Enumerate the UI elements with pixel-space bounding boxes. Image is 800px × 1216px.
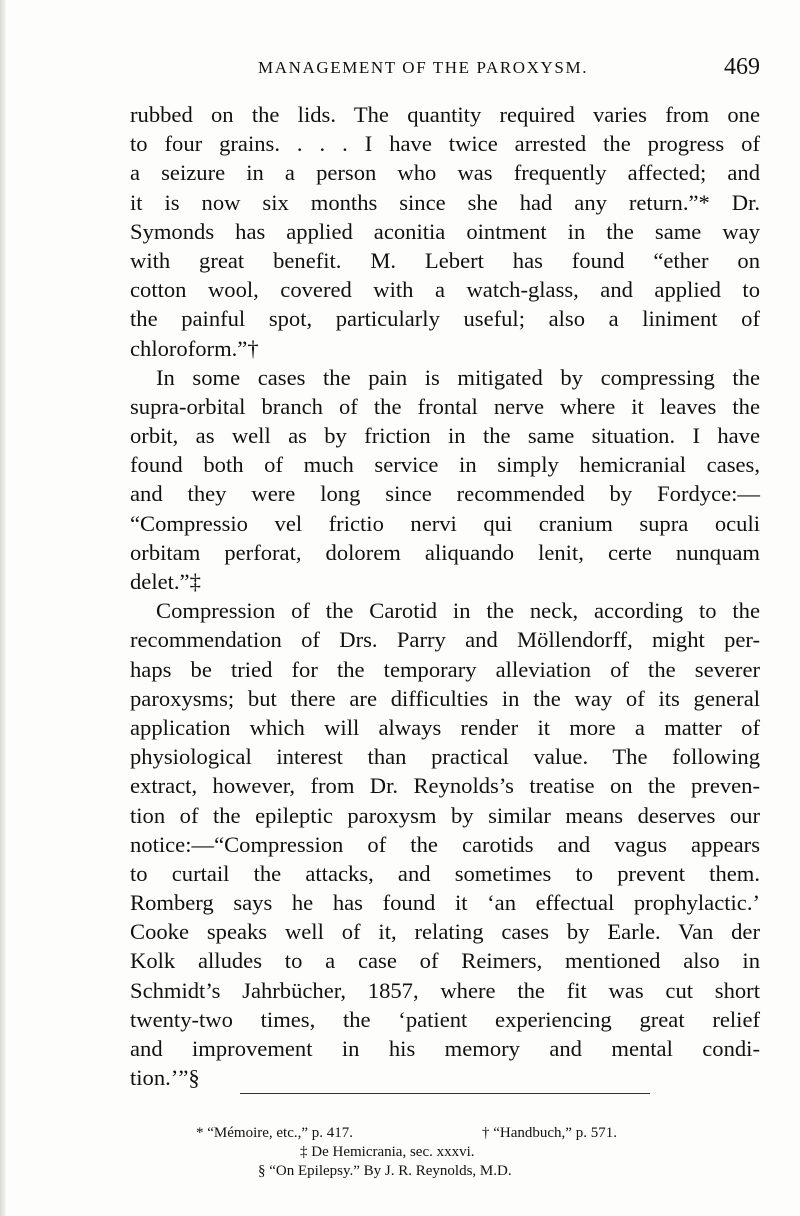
footnote-hemicrania: ‡ De Hemicrania, sec. xxxvi. — [300, 1144, 475, 1160]
text-line: “Compressio vel frictio nervi qui cranium supra oculi — [130, 510, 760, 536]
text-line: Schmidt’s Jahrbücher, 1857, where the fit was cut short — [130, 977, 760, 1003]
text-line: tion of the epileptic paroxysm by similar means deserves our — [130, 802, 760, 828]
text-line: orbit, as well as by friction in the same situation. I have — [130, 423, 760, 449]
text-line: with great benefit. M. Lebert has found “ether on — [130, 247, 760, 273]
text-line: delet.”‡ — [130, 569, 201, 594]
footnote-handbuch: † “Handbuch,” p. 571. — [482, 1125, 617, 1141]
text-line: and they were long since recommended by Fordyce:— — [130, 481, 760, 507]
footnote-row — [130, 1143, 760, 1162]
text-line: cotton wool, covered with a watch-glass, and applied to — [130, 277, 760, 303]
paragraph-start-line: In some cases the pain is mitigated by compressing the — [156, 364, 760, 390]
running-title: MANAGEMENT OF THE PAROXYSM. — [258, 58, 589, 77]
text-line: found both of much service in simply hemicranial cases, — [130, 452, 760, 478]
text-line: the painful spot, particularly useful; also a liniment of — [130, 306, 760, 332]
text-line: Cooke speaks well of it, relating cases by Earle. Van der — [130, 919, 760, 945]
text-line: a seizure in a person who was frequently affected; and — [130, 160, 760, 186]
text-line: haps be tried for the temporary alleviation of the severer — [130, 656, 760, 682]
text-line: notice:—“Compression of the carotids and vagus appears — [130, 831, 760, 857]
footnote-row — [130, 1162, 760, 1181]
page-number: 469 — [724, 54, 760, 80]
text-line: tion.’”§ — [130, 1065, 200, 1091]
running-head — [130, 54, 760, 86]
text-line: application which will always render it more a matter of — [130, 714, 760, 740]
text-line: to four grains. . . . I have twice arrested the progress of — [130, 131, 760, 157]
footnote-row — [130, 1124, 760, 1143]
text-line: orbitam perforat, dolorem aliquando lenit, certe nunquam — [130, 539, 760, 565]
text-line: and improvement in his memory and mental condi- — [130, 1036, 760, 1061]
text-line: paroxysms; but there are difficulties in the way of its general — [130, 685, 760, 711]
body-text — [130, 100, 760, 1092]
text-line: chloroform.”† — [130, 335, 259, 361]
text-line: it is now six months since she had any return.”* Dr. — [130, 189, 760, 215]
text-line: supra-orbital branch of the frontal nerve where it leaves the — [130, 393, 760, 419]
text-line: rubbed on the lids. The quantity required varies from one — [130, 102, 760, 127]
page-binding-edge — [0, 0, 6, 1216]
footnotes — [130, 1124, 760, 1181]
text-line: Symonds has applied aconitia ointment in the same way — [130, 218, 760, 244]
text-line: extract, however, from Dr. Reynolds’s treatise on the preven- — [130, 773, 760, 799]
footnote-epilepsy: § “On Epilepsy.” By J. R. Reynolds, M.D. — [258, 1163, 512, 1179]
text-line: physiological interest than practical value. The following — [130, 744, 760, 770]
paragraph-start-line: Compression of the Carotid in the neck, according to the — [156, 598, 760, 624]
text-line: Romberg says he has found it ‘an effectual prophylactic.’ — [130, 890, 760, 916]
text-line: Kolk alludes to a case of Reimers, mentioned also in — [130, 948, 760, 974]
text-line: recommendation of Drs. Parry and Möllendorff, might per- — [130, 627, 760, 653]
text-line: twenty-two times, the ‘patient experiencing great relief — [130, 1006, 760, 1032]
footnote-divider — [240, 1093, 650, 1094]
footnote-memoire: * “Mémoire, etc.,” p. 417. — [196, 1125, 354, 1141]
text-line: to curtail the attacks, and sometimes to prevent them. — [130, 860, 760, 886]
